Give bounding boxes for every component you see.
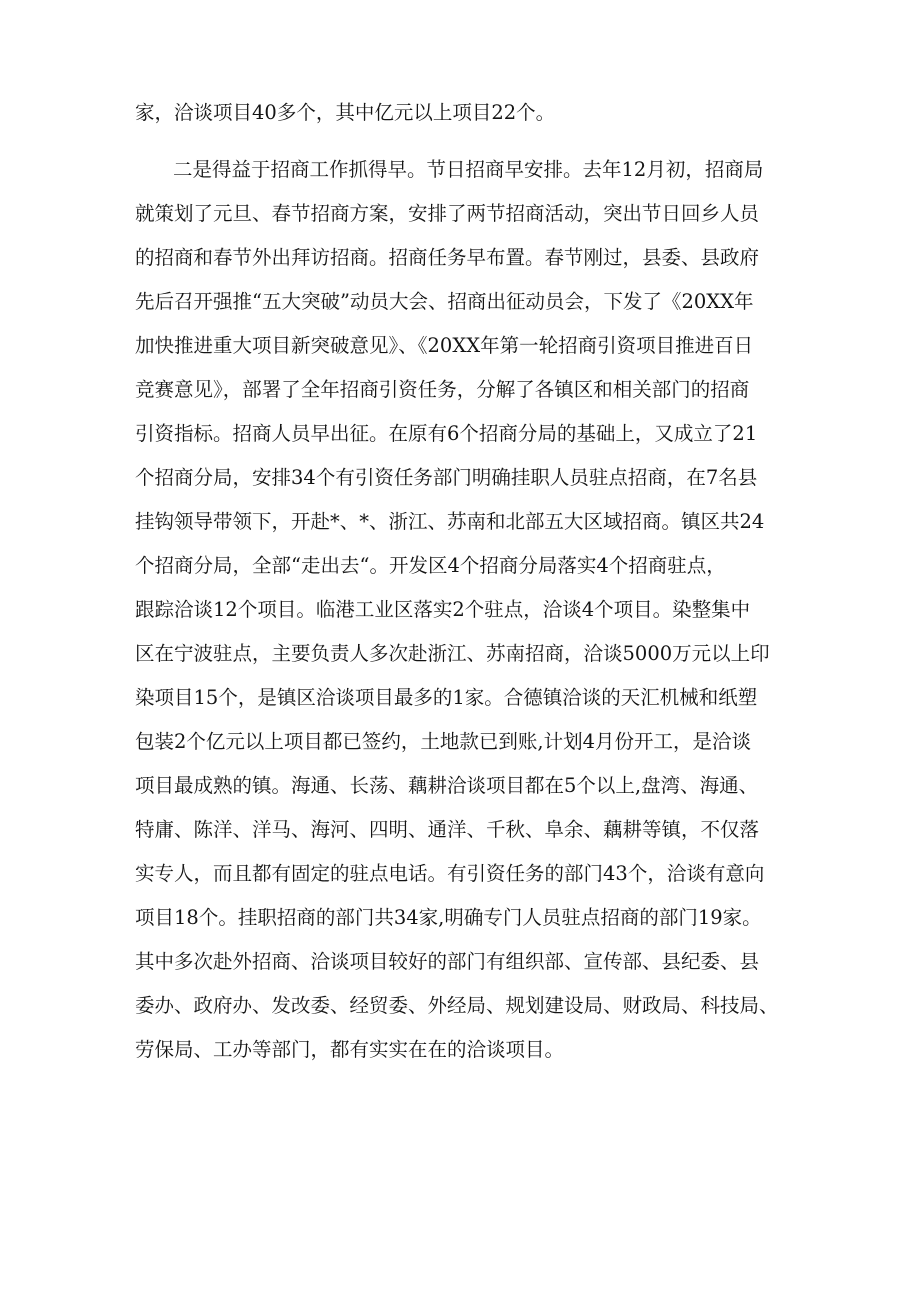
text-line-8: 引资指标。招商人员早出征。在原有6个招商分局的基础上，又成立了21 bbox=[135, 422, 758, 445]
text-line-1: 家，洽谈项目40多个，其中亿元以上项目22个。 bbox=[135, 101, 556, 124]
text-line-10: 挂钩领导带领下，开赴*、*、浙江、苏南和北部五大区域招商。镇区共24 bbox=[135, 510, 765, 533]
text-line-15: 包装2个亿元以上项目都已签约，土地款已到账,计划4月份开工，是洽谈 bbox=[135, 730, 752, 753]
text-line-13: 区在宁波驻点，主要负责人多次赴浙江、苏南招商，洽谈5000万元以上印 bbox=[135, 642, 770, 665]
text-line-18: 实专人，而且都有固定的驻点电话。有引资任务的部门43个，洽谈有意向 bbox=[135, 862, 765, 885]
text-line-20: 其中多次赴外招商、洽谈项目较好的部门有组织部、宣传部、县纪委、县 bbox=[135, 950, 760, 973]
text-line-19: 项目18个。挂职招商的部门共34家,明确专门人员驻点招商的部门19家。 bbox=[135, 906, 762, 929]
text-line-7: 竞赛意见》，部署了全年招商引资任务，分解了各镇区和相关部门的招商 bbox=[135, 378, 750, 401]
text-line-5: 先后召开强推“五大突破”动员大会、招商出征动员会，下发了《20XX年 bbox=[135, 290, 754, 313]
text-line-2: 二是得益于招商工作抓得早。节日招商早安排。去年12月初，招商局 bbox=[173, 158, 764, 181]
text-line-9: 个招商分局，安排34个有引资任务部门明确挂职人员驻点招商，在7名县 bbox=[135, 466, 758, 489]
text-line-3: 就策划了元旦、春节招商方案，安排了两节招商活动，突出节日回乡人员 bbox=[135, 202, 760, 225]
text-line-6: 加快推进重大项目新突破意见》、《20XX年第一轮招商引资项目推进百日 bbox=[135, 334, 754, 357]
text-line-11: 个招商分局，全部“走出去“。开发区4个招商分局落实4个招商驻点， bbox=[135, 554, 726, 577]
text-line-4: 的招商和春节外出拜访招商。招商任务早布置。春节刚过，县委、县政府 bbox=[135, 246, 760, 269]
text-line-12: 跟踪洽谈12个项目。临港工业区落实2个驻点，洽谈4个项目。染整集中 bbox=[135, 598, 751, 621]
text-line-21: 委办、政府办、发改委、经贸委、外经局、规划建设局、财政局、科技局、 bbox=[135, 994, 779, 1017]
text-line-16: 项目最成熟的镇。海通、长荡、藕耕洽谈项目都在5个以上,盘湾、海通、 bbox=[135, 774, 759, 797]
text-line-14: 染项目15个，是镇区洽谈项目最多的1家。合德镇洽谈的天汇机械和纸塑 bbox=[135, 686, 758, 709]
text-line-22: 劳保局、工办等部门，都有实实在在的洽谈项目。 bbox=[135, 1038, 565, 1061]
text-line-17: 特庸、陈洋、洋马、海河、四明、通洋、千秋、阜余、藕耕等镇，不仅落 bbox=[135, 818, 760, 841]
